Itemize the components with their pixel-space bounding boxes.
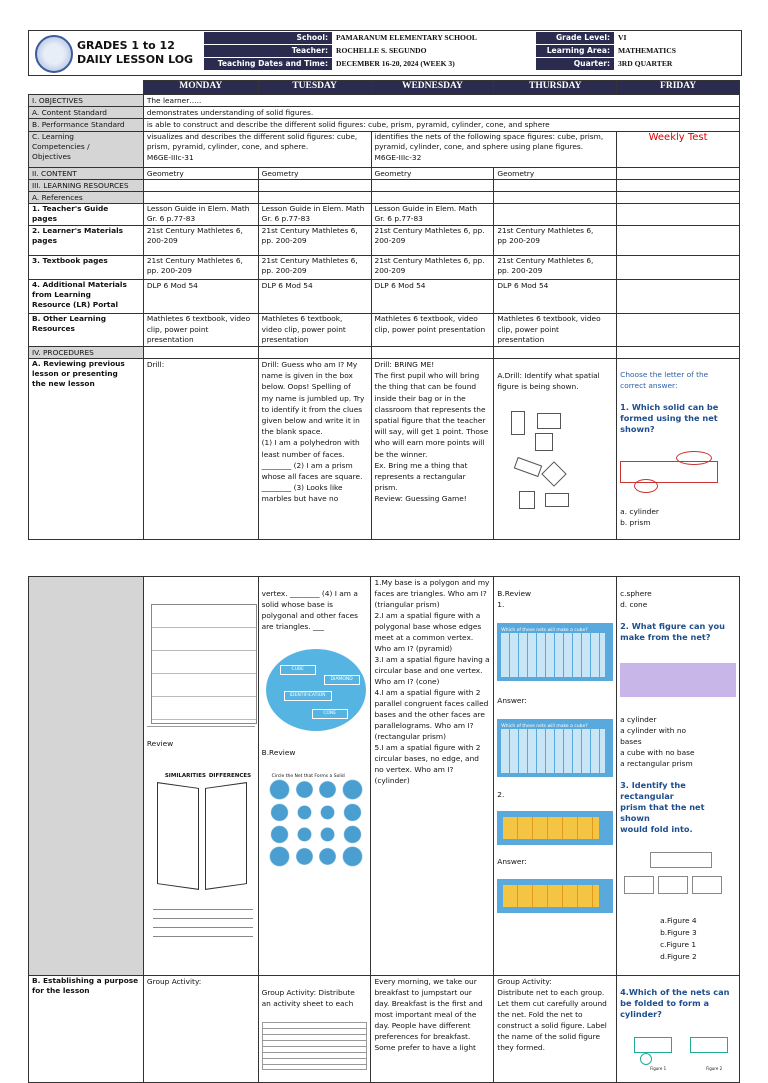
purpose-mon: Group Activity: — [143, 975, 258, 1083]
teachers-guide-label: 1. Teacher's Guide pages — [29, 204, 144, 226]
school-value: PAMARANUM ELEMENTARY SCHOOL — [336, 33, 477, 42]
grade-value: VI — [618, 33, 627, 42]
figure-2-label: Figure 2 — [706, 1066, 723, 1072]
learning-resources-label: III. LEARNING RESOURCES — [29, 179, 144, 191]
fri-question-3-options: a.Figure 4 b.Figure 3 c.Figure 1 d.Figure 2 — [660, 916, 697, 962]
textbook-label: 3. Textbook pages — [29, 256, 144, 280]
fri-question-2-options: a cylinder a cylinder with no bases a cube with no base a rectangular prism — [620, 714, 695, 768]
lm-thu: 21st Century Mathletes 6, pp 200-209 — [494, 226, 617, 256]
fri-question-2: 2. What figure can you make from the net? — [620, 621, 725, 643]
other-tue: Mathletes 6 textbook, video clip, power point presentation — [258, 314, 371, 347]
tg-mon: Lesson Guide in Elem. Math Gr. 6 p.77-83 — [143, 204, 258, 226]
tb-thu: 21st Century Mathletes 6, pp. 200-209 — [494, 256, 617, 280]
fri-question-3: 3. Identify the rectangular prism that the net shown would fold into. — [620, 780, 705, 835]
purple-net-image — [620, 663, 736, 697]
review-wed: Drill: BRING ME! The first pupil who will bring the thing that can be found inside their bag or in the classroom that represents the spatial figure that the teacher will say, will get 1 point. Those who will earn more points will be the winner. Ex. Bring me a thing that represents a rectangular prism. Review: Guessing Game! — [371, 358, 494, 539]
answer-1: Answer: — [497, 695, 527, 705]
day-header-thursday: THURSDAY — [494, 81, 617, 95]
other-resources-label: B. Other Learning Resources — [29, 314, 144, 347]
learner-text: The learner….. — [143, 95, 739, 107]
tb-tue: 21st Century Mathletes 6, pp. 200-209 — [258, 256, 371, 280]
answer-2: Answer: — [497, 857, 527, 867]
differences-label: DIFFERENCES — [208, 772, 252, 779]
tb-mon: 21st Century Mathletes 6, pp. 200-209 — [143, 256, 258, 280]
dlp-wed: DLP 6 Mod 54 — [371, 280, 494, 314]
rectangular-prism-net-image — [620, 846, 736, 904]
prism-net-image-2 — [497, 879, 613, 913]
grade-label: Grade Level: — [536, 32, 614, 44]
review-thu: A.Drill: Identify what spatial figure is being shown. — [497, 371, 600, 392]
lm-tue: 21st Century Mathletes 6, pp. 200-209 — [258, 226, 371, 256]
other-thu: Mathletes 6 textbook, video clip, power point presentation — [494, 314, 617, 347]
day-header-monday: MONDAY — [143, 81, 258, 95]
geometry-mon: Geometry — [143, 167, 258, 179]
dlp-tue: DLP 6 Mod 54 — [258, 280, 371, 314]
reviewing-label: A. Reviewing previous lesson or presenting the new lesson — [29, 358, 144, 539]
tg-tue: Lesson Guide in Elem. Math Gr. 6 p.77-83 — [258, 204, 371, 226]
cylinder-nets-image — [620, 1031, 736, 1071]
dates-value: DECEMBER 16-20, 2024 (WEEK 3) — [336, 59, 455, 68]
fri-question-4: 4.Which of the nets can be folded to form a cylinder? — [620, 986, 730, 1019]
procedures-label: IV. PROCEDURES — [29, 346, 144, 358]
performance-standard: is able to construct and describe the different solid figures: cube, prism, pyramid, cylinder, cone, and sphere — [143, 119, 739, 131]
day-header-wednesday: WEDNESDAY — [371, 81, 494, 95]
title-line-1: GRADES 1 to 12 — [77, 39, 175, 52]
other-mon: Mathletes 6 textbook, video clip, power point presentation — [143, 314, 258, 347]
other-wed: Mathletes 6 textbook, video clip, power point presentation — [371, 314, 494, 347]
review-fri-options: a. cylinder b. prism — [620, 506, 659, 527]
review-mon: Review — [146, 739, 174, 749]
day-header-tuesday: TUESDAY — [258, 81, 371, 95]
area-value: MATHEMATICS — [618, 46, 676, 55]
cube-net-question-1-image — [497, 623, 613, 681]
lm-wed: 21st Century Mathletes 6, pp. 200-209 — [371, 226, 494, 256]
venn-label-4: CONE — [312, 709, 348, 719]
venn-worksheet-image — [147, 761, 255, 961]
cube-net-question-2-image — [497, 719, 613, 777]
competency-mon-tue: visualizes and describes the different solid figures: cube, prism, pyramid, cylinder, cone, and sphere. M6GE-IIIc-31 — [143, 131, 371, 167]
spatial-figures-image — [497, 403, 613, 513]
title-line-2: DAILY LESSON LOG — [77, 53, 194, 66]
geometry-wed: Geometry — [371, 167, 494, 179]
establishing-purpose-label: B. Establishing a purpose for the lesson — [29, 975, 144, 1083]
dlp-thu: DLP 6 Mod 54 — [494, 280, 617, 314]
school-label: School: — [204, 32, 332, 44]
additional-materials-label: 4. Additional Materials from Learning Resource (LR) Portal — [29, 280, 144, 314]
solid-figures-grid-image — [262, 769, 368, 869]
purpose-wed: Every morning, we take our breakfast to jumpstart our day. Breakfast is the first and most important meal of the day. People have different preferences for breakfast. Some prefer to have a light — [371, 975, 494, 1083]
cube-question-1-title: Which of these nets will make a cube? — [501, 628, 588, 634]
content-label: II. CONTENT — [29, 167, 144, 179]
review-thu-label: B.Review 1. — [497, 589, 532, 610]
tb-wed: 21st Century Mathletes 6, pp. 200-209 — [371, 256, 494, 280]
dlp-mon: DLP 6 Mod 54 — [143, 280, 258, 314]
purpose-thu: Group Activity: Distribute net to each group. Let them cut carefully around the net. Fold the net to construct a solid figure. Label the name of the solid figure they formed. — [494, 975, 617, 1083]
dates-label: Teaching Dates and Time: — [204, 58, 332, 70]
learners-materials-label: 2. Learner's Materials pages — [29, 226, 144, 256]
question-2-number: 2. — [497, 790, 505, 800]
prism-net-image-1 — [497, 811, 613, 845]
similarities-label: SIMILARITIES — [164, 772, 206, 779]
weekly-test: Weekly Test — [648, 131, 708, 143]
performance-standard-label: B. Performance Standard — [29, 119, 144, 131]
purpose-tue: Group Activity: Distribute an activity sheet to each — [261, 987, 355, 1008]
quarter-value: 3RD QUARTER — [618, 59, 673, 68]
review-tue-label: B.Review — [261, 747, 296, 757]
review-wed-cont: 1.My base is a polygon and my faces are triangles. Who am I? (triangular prism) 2.I am a spatial figure with a polygonal base whose edges meet at a common vertex. Who am I? (pyramid) 3.I am a spatial figure having a circular base and one vertex. Who am I? (cone) 4.I am a spatial figure with 2 parallel congruent faces called bases and the other faces are parallelograms. Who am I? (rectangular prism) 5.I am a spatial figure with 2 circular bases, no edge, and no vertex. Who am I? (cylinder) — [371, 577, 494, 976]
lesson-table-page1 — [28, 80, 740, 540]
competency-wed-thu: identifies the nets of the following space figures: cube, prism, pyramid, cylinder, cone, and sphere using plane figures. M6GE-IIIc-32 — [371, 131, 617, 167]
content-standard: demonstrates understanding of solid figures. — [143, 107, 739, 119]
worksheet-table-image — [147, 588, 255, 727]
area-label: Learning Area: — [536, 45, 614, 57]
review-mon: Drill: — [143, 358, 258, 539]
day-header-friday: FRIDAY — [617, 81, 740, 95]
lm-mon: 21st Century Mathletes 6, 200-209 — [143, 226, 258, 256]
venn-label-3: IDENTIFICATION — [284, 691, 332, 701]
references-label: A. References — [29, 192, 144, 204]
lesson-table-page2 — [28, 576, 740, 1083]
cube-question-2-title: Which of these nets will make a cube? — [501, 723, 588, 729]
review-tue: Drill: Guess who am I? My name is given in the box below. Oops! Spelling of my name is jumbled up. Try to identify it from the clues given below and write it in the blank space. (1) I am a polyhedron with least number of faces. ________ (2) I am a prism whose all faces are square. ________ (3) Looks like marbles but have no — [258, 358, 371, 539]
review-fri-intro: Choose the letter of the correct answer: — [620, 370, 709, 390]
review-tue-cont: vertex. ________ (4) I am a solid whose base is polygonal and other faces are triangles. ___ — [261, 589, 358, 632]
review-fri-q1: 1. Which solid can be formed using the net shown? — [620, 402, 719, 435]
venn-label-2: DIAMOND — [324, 675, 360, 685]
geometry-thu: Geometry — [494, 167, 617, 179]
venn-label-1: CUBE — [280, 665, 316, 675]
geometry-tue: Geometry — [258, 167, 371, 179]
activity-sheet-image — [262, 1022, 368, 1070]
cone-net-image — [620, 447, 736, 495]
quarter-label: Quarter: — [536, 58, 614, 70]
deped-seal-logo — [35, 35, 73, 73]
solid-grid-title: Circle the Net that Forms a Solid — [271, 773, 345, 779]
teacher-value: ROCHELLE S. SEGUNDO — [336, 46, 427, 55]
objectives-label: I. OBJECTIVES — [29, 95, 144, 107]
figure-1-label: Figure 1 — [650, 1066, 667, 1072]
venn-diagram-image — [262, 643, 368, 735]
competencies-label: C. Learning Competencies / Objectives — [29, 131, 144, 167]
content-standard-label: A. Content Standard — [29, 107, 144, 119]
teacher-label: Teacher: — [204, 45, 332, 57]
tg-wed: Lesson Guide in Elem. Math Gr. 6 p.77-83 — [371, 204, 494, 226]
fri-options-cont: c.sphere d. cone — [620, 589, 652, 610]
